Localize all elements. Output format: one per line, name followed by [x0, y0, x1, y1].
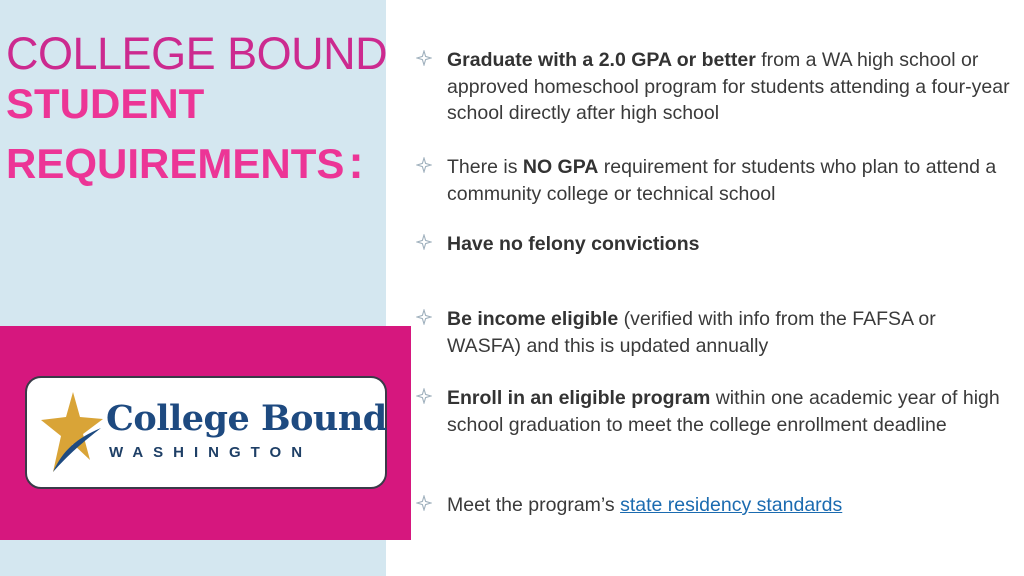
bullet-bold: Graduate with a 2.0 GPA or better	[447, 49, 756, 71]
title-requirements-text: REQUIREMENTS	[6, 140, 345, 187]
bullet-rest: within one academic year of high school graduation to meet the college enrollment deadline	[447, 387, 1000, 436]
title-requirements	[6, 138, 364, 188]
bullet-rest: from a WA high school or approved homeschool program for students attending a four-year school directly after high school	[447, 49, 1010, 124]
title-colon: :	[348, 136, 364, 188]
star-bullet-icon	[416, 309, 432, 325]
logo-wordmark: College Bound	[106, 398, 387, 439]
star-bullet-icon	[416, 234, 432, 250]
bullet-bold: Have no felony convictions	[447, 233, 700, 255]
bullet-text	[447, 154, 1013, 207]
star-bullet-icon	[416, 495, 432, 511]
bullet-pre: Meet the program’s	[447, 494, 621, 516]
bullet-rest: (verified with info from the FAFSA or WASFA) and this is updated annually	[447, 308, 936, 357]
bullet-text	[447, 306, 1013, 359]
requirements-list	[416, 0, 1016, 576]
title-college-bound: COLLEGE BOUND	[6, 28, 388, 79]
bullet-text	[447, 231, 1013, 258]
bullet-bold: NO GPA	[522, 156, 599, 178]
title-student: STUDENT	[6, 80, 205, 127]
state-residency-link[interactable]: state residency standards	[620, 494, 843, 516]
bullet-rest: requirement for students who plan to attend a community college or technical school	[447, 156, 997, 205]
bullet-text	[447, 47, 1013, 127]
bullet-text	[447, 492, 1013, 519]
star-icon	[39, 390, 105, 474]
star-bullet-icon	[416, 50, 432, 66]
logo-subtitle: WASHINGTON	[109, 444, 313, 461]
star-bullet-icon	[416, 157, 432, 173]
bullet-bold: Be income eligible	[447, 308, 619, 330]
bullet-bold: Enroll in an eligible program	[447, 387, 711, 409]
bullet-text	[447, 385, 1013, 438]
star-bullet-icon	[416, 388, 432, 404]
college-bound-logo	[25, 376, 387, 489]
bullet-pre: There is	[447, 156, 523, 178]
